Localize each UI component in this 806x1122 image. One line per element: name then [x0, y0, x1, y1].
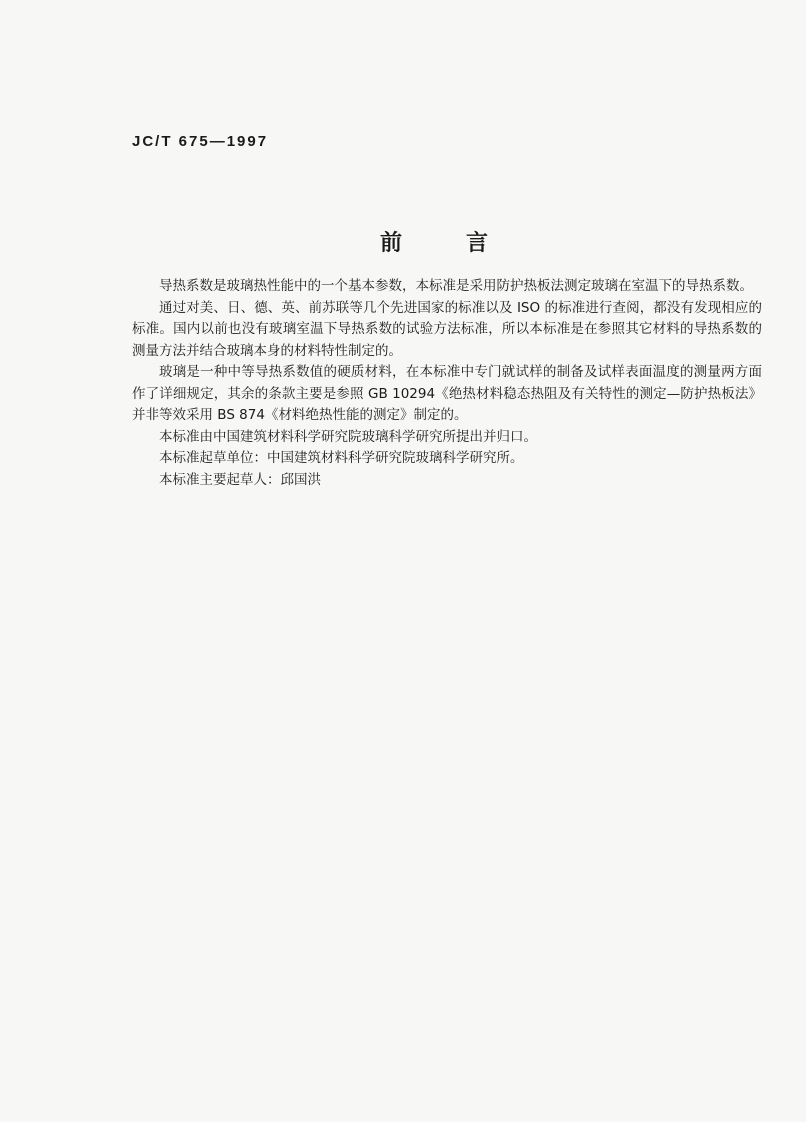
paragraph-thermal-conductivity: 导热系数是玻璃热性能中的一个基本参数，本标准是采用防护热板法测定玻璃在室温下的导热系数。	[159, 278, 753, 294]
paragraph-glass-material: 玻璃是一种中等导热系数值的硬质材料，在本标准中专门就试样的制备及试样表面温度的测量两方面作了详细规定，其余的条款主要是参照 GB 10294《绝热材料稳态热阻及有关特性的测定—防护热板法》并非等效采用 BS 874《材料绝热性能的测定》制定的。	[132, 364, 762, 423]
paragraph-standards-review: 通过对美、日、德、英、前苏联等几个先进国家的标准以及 ISO 的标准进行查阅，都没有发现相应的标准。国内以前也没有玻璃室温下导热系数的试验方法标准，所以本标准是在参照其它材料的导热系数的测量方法并结合玻璃本身的材料特性制定的。	[132, 299, 762, 359]
page-title: 前言	[380, 231, 553, 256]
paragraph-drafter: 本标准主要起草人：邱国洪	[159, 471, 321, 488]
paragraph-proposer: 本标准由中国建筑材料科学研究院玻璃科学研究所提出并归口。	[159, 428, 537, 445]
standard-code: JC/T 675—1997	[132, 133, 269, 150]
foreword-body	[132, 276, 762, 491]
paragraph-drafting-unit: 本标准起草单位：中国建筑材料科学研究院玻璃科学研究所。	[159, 450, 524, 466]
